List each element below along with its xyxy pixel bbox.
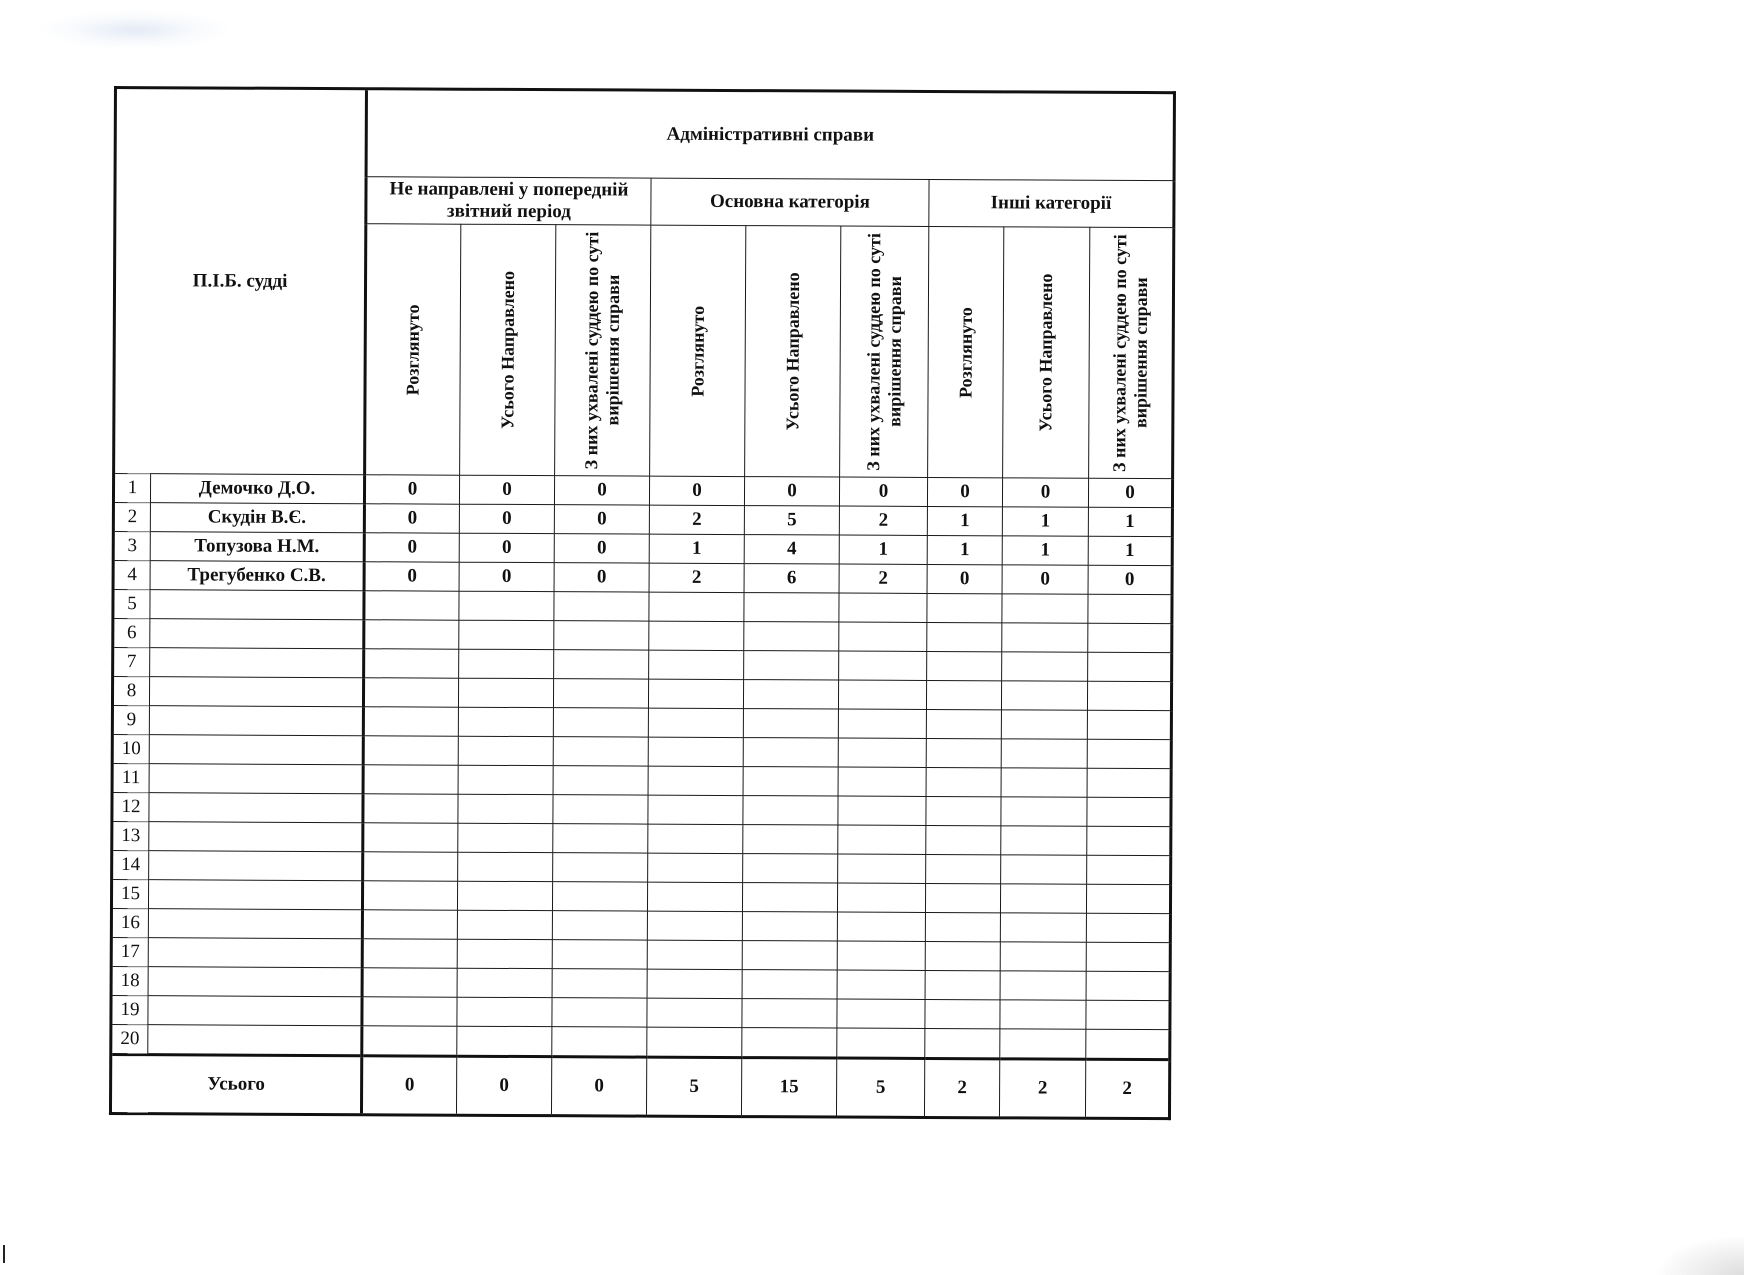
- cell-value: 0: [1002, 565, 1088, 594]
- cell-value: [1002, 623, 1088, 652]
- cell-value: [457, 881, 552, 910]
- administrative-cases-table: [109, 86, 1176, 1120]
- cell-value: [363, 823, 458, 852]
- cell-value: [838, 854, 926, 883]
- column-header-label: Усього Направлено: [1035, 273, 1057, 432]
- cell-value: 0: [459, 475, 554, 504]
- cell-value: [927, 593, 1002, 622]
- cell-value: [1087, 710, 1171, 739]
- cell-value: [742, 941, 837, 970]
- cell-value: [927, 622, 1002, 651]
- judge-name: [150, 619, 364, 649]
- cell-value: 0: [459, 504, 554, 533]
- cell-value: [363, 678, 458, 707]
- cell-value: [742, 883, 837, 912]
- row-number: 13: [112, 821, 149, 850]
- judge-name: [148, 880, 362, 910]
- cell-value: 0: [649, 476, 744, 505]
- cell-value: [743, 825, 838, 854]
- column-header-label: Усього Направлено: [496, 270, 518, 430]
- total-value: 0: [456, 1056, 551, 1115]
- cell-value: [553, 795, 648, 824]
- cell-value: [1000, 1000, 1086, 1029]
- judge-name: [149, 735, 363, 765]
- cell-value: [837, 912, 925, 941]
- judge-name: [148, 909, 362, 939]
- cell-value: [649, 650, 744, 679]
- column-header: [555, 225, 651, 476]
- cell-value: [926, 796, 1001, 825]
- column-header-label: Розглянуто: [687, 305, 708, 397]
- cell-value: [552, 882, 647, 911]
- cell-value: 1: [649, 534, 744, 563]
- cell-value: [459, 620, 554, 649]
- cell-value: [1086, 942, 1170, 971]
- row-number: 7: [113, 648, 150, 677]
- total-value: 0: [361, 1056, 456, 1115]
- cell-value: 2: [649, 505, 744, 534]
- row-number: 5: [113, 590, 150, 619]
- cell-value: 0: [364, 533, 459, 562]
- cell-value: [925, 912, 1000, 941]
- cell-value: [1000, 884, 1086, 913]
- cell-value: [926, 738, 1001, 767]
- cell-value: [554, 650, 649, 679]
- cell-value: [362, 881, 457, 910]
- cell-value: [459, 591, 554, 620]
- cell-value: [552, 940, 647, 969]
- cell-value: 1: [1088, 507, 1172, 536]
- cell-value: [838, 796, 926, 825]
- cell-value: 1: [927, 535, 1002, 564]
- row-number: 4: [113, 561, 150, 590]
- column-header: [365, 224, 461, 475]
- cell-value: [1001, 855, 1087, 884]
- cell-value: [744, 593, 839, 622]
- cell-value: [647, 969, 742, 998]
- cell-value: [1086, 971, 1170, 1000]
- cell-value: [1001, 710, 1087, 739]
- cell-value: 1: [1002, 507, 1088, 536]
- cell-value: [1087, 739, 1171, 768]
- cell-value: [1087, 681, 1171, 710]
- cell-value: [648, 766, 743, 795]
- judge-name: [149, 764, 363, 794]
- row-number: 3: [113, 532, 150, 561]
- cell-value: [744, 622, 839, 651]
- cell-value: [1086, 913, 1170, 942]
- cell-value: [553, 824, 648, 853]
- cell-value: [458, 678, 553, 707]
- cell-value: 5: [744, 506, 839, 535]
- row-number: 14: [112, 850, 149, 879]
- column-header-label: Розглянуто: [955, 306, 976, 398]
- cell-value: [648, 853, 743, 882]
- table-body: [110, 88, 1174, 1119]
- judge-name: [149, 677, 363, 707]
- column-header: [460, 224, 556, 475]
- column-header-label: Усього Направлено: [781, 272, 803, 431]
- cell-value: [647, 882, 742, 911]
- cell-value: [648, 679, 743, 708]
- cell-value: [363, 794, 458, 823]
- judge-name: [150, 590, 364, 620]
- row-number: 19: [111, 995, 148, 1024]
- cell-value: [458, 707, 553, 736]
- cell-value: [648, 708, 743, 737]
- cell-value: [1000, 942, 1086, 971]
- cell-value: [743, 709, 838, 738]
- cell-value: 0: [459, 562, 554, 591]
- cell-value: [647, 1027, 742, 1057]
- judge-name: [148, 1025, 362, 1056]
- cell-value: [925, 883, 1000, 912]
- cell-value: [743, 680, 838, 709]
- cell-value: 0: [744, 477, 839, 506]
- column-header: [745, 226, 841, 477]
- cell-value: 0: [364, 504, 459, 533]
- cell-value: [1000, 913, 1086, 942]
- cell-value: [1087, 855, 1171, 884]
- cell-value: [553, 679, 648, 708]
- cell-value: [1087, 797, 1171, 826]
- column-header: [1003, 227, 1090, 478]
- cell-value: [362, 910, 457, 939]
- cell-value: [458, 736, 553, 765]
- cell-value: [457, 1026, 552, 1056]
- cell-value: [925, 1028, 1000, 1058]
- cell-value: [1087, 768, 1171, 797]
- total-value: 2: [924, 1058, 999, 1117]
- administrative-cases-header: Адміністративні справи: [366, 89, 1174, 181]
- cell-value: [649, 621, 744, 650]
- cell-value: 0: [1088, 565, 1172, 594]
- cell-value: [926, 709, 1001, 738]
- row-number: 2: [113, 503, 150, 532]
- judge-name: [148, 938, 362, 968]
- column-header-label: Розглянуто: [402, 303, 423, 395]
- total-row: [110, 1054, 1169, 1118]
- cell-value: [742, 912, 837, 941]
- total-value: 0: [551, 1057, 646, 1116]
- cell-value: [742, 999, 837, 1028]
- cell-value: 1: [1088, 536, 1172, 565]
- cell-value: [1000, 1029, 1086, 1059]
- judge-name: Трегубенко С.В.: [150, 561, 364, 591]
- cell-value: [648, 795, 743, 824]
- column-header: [1089, 227, 1174, 478]
- cell-value: [647, 998, 742, 1027]
- cell-value: [838, 767, 926, 796]
- cell-value: [743, 738, 838, 767]
- cell-value: [553, 853, 648, 882]
- cell-value: [837, 970, 925, 999]
- judge-name: Скудін В.Є.: [150, 503, 364, 533]
- column-header: [650, 225, 746, 476]
- cell-value: [552, 969, 647, 998]
- cell-value: 0: [839, 477, 927, 506]
- cell-value: 2: [649, 563, 744, 592]
- cell-value: 2: [839, 564, 927, 593]
- cell-value: [1088, 623, 1172, 652]
- cell-value: [457, 910, 552, 939]
- cell-value: [457, 968, 552, 997]
- scan-shade: [1654, 1235, 1744, 1275]
- cell-value: [926, 825, 1001, 854]
- cell-value: [1087, 826, 1171, 855]
- cell-value: 2: [839, 506, 927, 535]
- judge-name: Демочко Д.О.: [150, 474, 364, 504]
- cell-value: [362, 997, 457, 1026]
- cell-value: [1001, 739, 1087, 768]
- cell-value: [838, 709, 926, 738]
- cell-value: 1: [839, 535, 927, 564]
- row-number: 12: [112, 792, 149, 821]
- cell-value: [363, 765, 458, 794]
- cell-value: [742, 1028, 837, 1058]
- total-value: 2: [999, 1059, 1085, 1118]
- cell-value: [552, 1027, 647, 1057]
- column-header: [840, 226, 929, 477]
- row-number: 15: [111, 879, 148, 908]
- cell-value: 0: [1088, 478, 1172, 507]
- cell-value: [363, 852, 458, 881]
- total-value: 15: [741, 1058, 836, 1117]
- cell-value: [1086, 1000, 1170, 1029]
- cell-value: [457, 997, 552, 1026]
- cell-value: 0: [554, 534, 649, 563]
- cell-value: [743, 796, 838, 825]
- total-value: 5: [646, 1057, 741, 1116]
- judge-name: [148, 996, 362, 1026]
- cell-value: [647, 911, 742, 940]
- row-number: 9: [112, 705, 149, 734]
- cell-value: [743, 767, 838, 796]
- cell-value: [552, 911, 647, 940]
- cell-value: [1001, 681, 1087, 710]
- cell-value: [648, 824, 743, 853]
- scan-smudge: [40, 10, 230, 50]
- cell-value: [1086, 1029, 1170, 1059]
- cell-value: [743, 854, 838, 883]
- scan-edge-mark: [3, 1245, 5, 1263]
- total-label: Усього: [110, 1054, 361, 1114]
- row-number: 6: [113, 619, 150, 648]
- cell-value: [839, 651, 927, 680]
- cell-value: [926, 854, 1001, 883]
- cell-value: 4: [744, 535, 839, 564]
- judge-name: [149, 706, 363, 736]
- cell-value: [458, 765, 553, 794]
- column-header-label: З них ухвалені суддею по суті вирішення справи: [862, 232, 905, 471]
- cell-value: [742, 970, 837, 999]
- cell-value: [1000, 971, 1086, 1000]
- cell-value: [459, 649, 554, 678]
- cell-value: [837, 941, 925, 970]
- row-number: 8: [112, 677, 149, 706]
- cell-value: [458, 852, 553, 881]
- cell-value: [458, 794, 553, 823]
- cell-value: 1: [1002, 536, 1088, 565]
- cell-value: [1001, 826, 1087, 855]
- cell-value: [744, 651, 839, 680]
- cell-value: [552, 998, 647, 1027]
- cell-value: [554, 592, 649, 621]
- cell-value: [1002, 594, 1088, 623]
- cell-value: 0: [459, 533, 554, 562]
- cell-value: [1086, 884, 1170, 913]
- subgroup-main-category-header: Основна категорія: [651, 178, 929, 226]
- cell-value: [838, 825, 926, 854]
- cell-value: [927, 651, 1002, 680]
- cell-value: 0: [364, 475, 459, 504]
- judge-name: Топузова Н.М.: [150, 532, 364, 562]
- cell-value: [838, 738, 926, 767]
- cell-value: [838, 680, 926, 709]
- cell-value: [554, 621, 649, 650]
- cell-value: 0: [554, 563, 649, 592]
- subgroup-other-categories-header: Інші категорії: [929, 179, 1174, 227]
- cell-value: [363, 736, 458, 765]
- judge-name: [150, 648, 364, 678]
- row-number: 20: [111, 1024, 148, 1054]
- cell-value: [1002, 652, 1088, 681]
- cell-value: [649, 592, 744, 621]
- cell-value: [925, 970, 1000, 999]
- cell-value: [364, 649, 459, 678]
- cell-value: [647, 940, 742, 969]
- cell-value: [362, 1026, 457, 1056]
- cell-value: [648, 737, 743, 766]
- judge-name: [149, 822, 363, 852]
- column-header-label: З них ухвалені суддею по суті вирішення справи: [581, 231, 624, 470]
- cell-value: [925, 941, 1000, 970]
- cell-value: [839, 622, 927, 651]
- cell-value: [839, 593, 927, 622]
- judge-name: [149, 851, 363, 881]
- cell-value: [458, 823, 553, 852]
- cell-value: [1088, 652, 1172, 681]
- cell-value: [837, 1028, 925, 1058]
- row-number: 1: [113, 474, 150, 503]
- cell-value: [362, 968, 457, 997]
- cell-value: [364, 620, 459, 649]
- cell-value: 0: [554, 505, 649, 534]
- cell-value: [553, 737, 648, 766]
- cell-value: [837, 883, 925, 912]
- judge-name: [148, 967, 362, 997]
- cell-value: [1088, 594, 1172, 623]
- cell-value: [1001, 797, 1087, 826]
- header-row-group: [115, 88, 1174, 181]
- cell-value: [553, 766, 648, 795]
- cell-value: [553, 708, 648, 737]
- row-number: 11: [112, 763, 149, 792]
- cell-value: [364, 591, 459, 620]
- cell-value: [837, 999, 925, 1028]
- column-header: [928, 226, 1004, 477]
- total-value: 2: [1085, 1059, 1169, 1118]
- cell-value: 0: [927, 564, 1002, 593]
- cell-value: 1: [927, 506, 1002, 535]
- cell-value: 0: [364, 562, 459, 591]
- subgroup-not-sent-header: Не направлені у попередній звітний період: [366, 177, 651, 225]
- cell-value: [457, 939, 552, 968]
- row-number: 16: [111, 908, 148, 937]
- row-number: 10: [112, 734, 149, 763]
- cell-value: [362, 939, 457, 968]
- total-value: 5: [836, 1058, 924, 1117]
- judge-name-header: П.І.Б. судді: [114, 88, 367, 475]
- cell-value: 0: [927, 477, 1002, 506]
- cell-value: [925, 999, 1000, 1028]
- cell-value: 6: [744, 564, 839, 593]
- cell-value: [926, 767, 1001, 796]
- cell-value: 0: [554, 476, 649, 505]
- cell-value: [926, 680, 1001, 709]
- judge-name: [149, 793, 363, 823]
- cell-value: 0: [1002, 478, 1088, 507]
- column-header-label: З них ухвалені суддею по суті вирішення справи: [1109, 234, 1152, 472]
- cell-value: [363, 707, 458, 736]
- cell-value: [1001, 768, 1087, 797]
- row-number: 17: [111, 937, 148, 966]
- row-number: 18: [111, 966, 148, 995]
